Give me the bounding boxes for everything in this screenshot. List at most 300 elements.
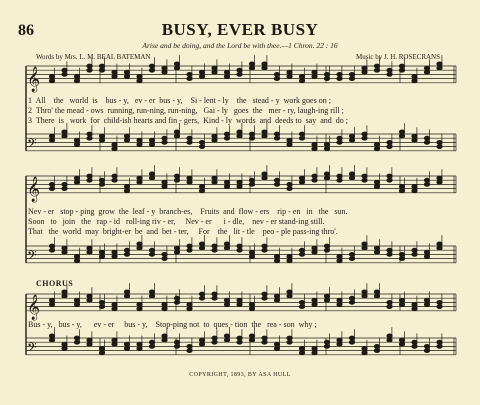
note-head [287,138,292,142]
note-head [87,294,92,298]
note-head [249,338,254,342]
page-number: 86 [18,22,34,39]
note-head [124,347,129,351]
note-head [137,75,142,79]
note-head [399,64,404,68]
note-head [362,178,367,182]
note-head [312,178,317,182]
words-credit: Words by Mrs. L. M. BEAL BATEMAN [36,53,151,61]
note-head [424,66,429,70]
note-head [49,298,54,302]
note-head [312,250,317,254]
note-head [349,176,354,180]
copyright-notice: COPYRIGHT, 1893, BY ASA HULL [189,372,291,378]
note-head [74,340,79,344]
note-head [224,75,229,79]
note-head [62,250,67,254]
note-head [74,143,79,147]
note-head [199,342,204,346]
note-head [174,134,179,138]
note-head [324,244,329,248]
note-head [262,130,267,134]
note-head [62,73,67,77]
note-head [274,132,279,136]
note-head [124,138,129,142]
note-head [312,174,317,178]
note-head [387,338,392,342]
note-head [137,303,142,307]
note-head [287,340,292,344]
note-head [349,172,354,176]
note-head [74,79,79,83]
note-head [437,180,442,184]
note-head [87,132,92,136]
note-head [212,336,217,340]
note-head [199,145,204,149]
note-head [437,345,442,349]
note-head [374,147,379,151]
note-head [349,257,354,261]
note-head [187,73,192,77]
note-head [149,345,154,349]
note-head [99,183,104,187]
note-head [362,174,367,178]
note-head [212,296,217,300]
note-head [274,298,279,302]
note-head [199,246,204,250]
note-head [174,174,179,178]
note-head [212,340,217,344]
note-head [424,183,429,187]
system2-line-3: That the world may bright-er be and bet - ter, For the lit - tle peo - ple pass-ing thro'. [28,227,338,236]
note-head [62,294,67,298]
note-head [224,185,229,189]
note-head [162,303,167,307]
hymn-title: BUSY, EVER BUSY [161,20,319,39]
note-head [137,307,142,311]
note-head [262,62,267,66]
note-head [212,138,217,142]
note-head [49,138,54,142]
note-head [212,180,217,184]
note-head [299,132,304,136]
note-head [149,172,154,176]
note-head [262,340,267,344]
note-head [349,73,354,77]
note-head [199,189,204,193]
note-head [374,246,379,250]
note-head [237,130,242,134]
note-head [374,294,379,298]
note-head [174,178,179,182]
note-head [112,178,117,182]
note-head [287,187,292,191]
note-head [224,334,229,338]
note-head [212,70,217,74]
note-head [237,134,242,138]
note-head [149,340,154,344]
note-head [387,174,392,178]
note-head [337,259,342,263]
note-head [149,253,154,257]
note-head [324,340,329,344]
note-head [437,305,442,309]
chorus-label: CHORUS [36,279,74,288]
note-head [237,340,242,344]
note-head [287,259,292,263]
note-head [49,303,54,307]
note-head [62,130,67,134]
note-head [399,68,404,72]
note-head [187,77,192,81]
note-head [237,73,242,77]
note-head [224,242,229,246]
note-head [137,143,142,147]
note-head [437,246,442,250]
note-head [249,66,254,70]
note-head [299,248,304,252]
bass-clef-icon: 𝄢 [27,339,37,358]
note-head [387,301,392,305]
note-head [262,248,267,252]
note-head [199,75,204,79]
note-head [62,246,67,250]
note-head [74,303,79,307]
note-head [237,336,242,340]
note-head [224,132,229,136]
note-head [374,345,379,349]
note-head [412,340,417,344]
note-head [324,73,329,77]
note-head [124,290,129,294]
note-head [424,255,429,259]
note-head [87,174,92,178]
note-head [424,70,429,74]
note-head [149,290,154,294]
note-head [62,342,67,346]
note-head [374,68,379,72]
note-head [224,136,229,140]
note-head [174,296,179,300]
note-head [324,77,329,81]
note-head [374,349,379,353]
note-head [262,292,267,296]
note-head [112,303,117,307]
note-head [137,79,142,83]
note-head [312,298,317,302]
note-head [349,134,354,138]
note-head [237,298,242,302]
note-head [74,138,79,142]
note-head [349,296,354,300]
note-head [424,141,429,145]
note-head [237,68,242,72]
note-head [149,294,154,298]
note-head [387,253,392,257]
note-head [274,294,279,298]
note-head [262,66,267,70]
note-head [187,136,192,140]
note-head [112,250,117,254]
note-head [312,70,317,74]
note-head [62,187,67,191]
note-head [87,246,92,250]
note-head [287,290,292,294]
note-head [212,134,217,138]
verse-line-2: 2 Thro' the mead - ows running, run-ning, run-ning, Gai - ly goes the mer - ry, laugh-ing rill ; [28,106,344,115]
note-head [174,345,179,349]
note-head [199,338,204,342]
note-head [187,244,192,248]
note-head [412,303,417,307]
note-head [49,183,54,187]
note-head [274,178,279,182]
note-head [274,259,279,263]
note-head [224,298,229,302]
note-head [412,138,417,142]
note-head [162,70,167,74]
note-head [312,303,317,307]
note-head [299,301,304,305]
note-head [237,185,242,189]
note-head [337,342,342,346]
note-head [337,255,342,259]
note-head [199,185,204,189]
note-head [62,183,67,187]
note-head [87,342,92,346]
note-head [224,180,229,184]
note-head [274,136,279,140]
note-head [362,290,367,294]
note-head [299,176,304,180]
note-head [212,292,217,296]
note-head [249,62,254,66]
note-head [274,255,279,259]
note-head [137,176,142,180]
note-head [299,305,304,309]
note-head [149,176,154,180]
note-head [412,185,417,189]
note-head [224,303,229,307]
note-head [87,250,92,254]
note-head [49,187,54,191]
note-head [224,246,229,250]
note-head [437,66,442,70]
note-head [87,338,92,342]
note-head [362,347,367,351]
note-head [237,244,242,248]
note-head [387,334,392,338]
note-head [312,147,317,151]
note-head [237,303,242,307]
note-head [424,349,429,353]
note-head [287,294,292,298]
note-head [399,130,404,134]
note-head [274,347,279,351]
note-head [387,248,392,252]
note-head [249,178,254,182]
note-head [124,294,129,298]
note-head [162,180,167,184]
note-head [349,336,354,340]
note-head [337,178,342,182]
scripture-epigraph: Arise and be doing, and the Lord be with thee.—1 Chron. 22 : 16 [142,41,338,50]
treble-clef-icon: 𝄞 [27,294,41,320]
note-head [87,136,92,140]
note-head [249,307,254,311]
note-head [149,143,154,147]
note-head [437,340,442,344]
note-head [174,250,179,254]
note-head [112,342,117,346]
note-head [187,176,192,180]
note-head [174,301,179,305]
system2-line-2: Soon to join the rap - id roll-ing riv - er, Nev - er i - dle, nev - er stand-ing still. [28,217,325,226]
note-head [187,303,192,307]
note-head [337,338,342,342]
note-head [137,242,142,246]
note-head [124,185,129,189]
note-head [262,176,267,180]
note-head [149,68,154,72]
note-head [99,178,104,182]
note-head [174,66,179,70]
note-head [312,75,317,79]
note-head [99,64,104,68]
note-head [212,248,217,252]
note-head [337,303,342,307]
note-head [249,334,254,338]
note-head [349,301,354,305]
note-head [287,70,292,74]
note-head [399,253,404,257]
note-head [362,351,367,355]
note-head [387,145,392,149]
note-head [324,248,329,252]
note-head [99,138,104,142]
note-head [299,136,304,140]
note-head [374,143,379,147]
note-head [312,347,317,351]
note-head [162,307,167,311]
note-head [162,257,167,261]
note-head [362,66,367,70]
note-head [187,248,192,252]
note-head [337,136,342,140]
note-head [337,298,342,302]
note-head [124,134,129,138]
note-head [87,68,92,72]
treble-clef-icon: 𝄞 [27,66,41,92]
note-head [149,138,154,142]
note-head [224,338,229,342]
note-head [299,79,304,83]
bass-clef-icon: 𝄢 [27,247,37,266]
note-head [137,138,142,142]
note-head [362,294,367,298]
note-head [199,70,204,74]
note-head [412,248,417,252]
note-head [99,134,104,138]
note-head [62,68,67,72]
note-head [399,189,404,193]
note-head [399,338,404,342]
note-head [362,242,367,246]
note-head [199,242,204,246]
note-head [112,147,117,151]
note-head [412,253,417,257]
note-head [412,75,417,79]
note-head [437,62,442,66]
note-head [174,62,179,66]
note-head [74,336,79,340]
note-head [387,178,392,182]
note-head [299,75,304,79]
note-head [287,336,292,340]
note-head [362,246,367,250]
note-head [424,136,429,140]
note-head [362,132,367,136]
note-head [162,141,167,145]
note-head [362,136,367,140]
note-head [99,255,104,259]
note-head [262,244,267,248]
note-head [162,66,167,70]
note-head [349,340,354,344]
note-head [137,342,142,346]
verse-line-1: 1 All the world is bus - y, ev - er bus - y, Si - lent - ly the stead - y work goes on ; [28,96,331,105]
note-head [387,305,392,309]
note-head [324,147,329,151]
note-head [399,342,404,346]
note-head [187,349,192,353]
note-head [424,303,429,307]
music-credit: Music by J. H. ROSECRANS [355,53,440,61]
note-head [249,132,254,136]
note-head [212,66,217,70]
note-head [299,347,304,351]
note-head [162,338,167,342]
note-head [424,345,429,349]
note-head [187,307,192,311]
note-head [187,141,192,145]
note-head [387,141,392,145]
note-head [124,253,129,257]
note-head [274,342,279,346]
note-head [437,145,442,149]
note-head [74,180,79,184]
note-head [124,75,129,79]
note-head [174,246,179,250]
note-head [62,347,67,351]
note-head [49,244,54,248]
note-head [349,77,354,81]
note-head [224,70,229,74]
note-head [162,253,167,257]
note-head [412,79,417,83]
verse-line-3: 3 There is work for child-ish hearts and fin - gers, Kind - ly words and deeds to say and do ; [28,116,349,125]
note-head [374,185,379,189]
note-head [324,345,329,349]
note-head [49,134,54,138]
note-head [124,189,129,193]
note-head [274,183,279,187]
chorus-lyric-line: Bus - y, bus - y, ev - er bus - y, Stop-ping not to ques - tion the rea - son why ; [28,320,317,329]
system2-line-1: Nev - er stop - ping grow the leaf - y branch-es, Fruits and flow - ers rip - en in the sun. [28,207,348,216]
note-head [412,134,417,138]
note-head [74,259,79,263]
note-head [424,178,429,182]
